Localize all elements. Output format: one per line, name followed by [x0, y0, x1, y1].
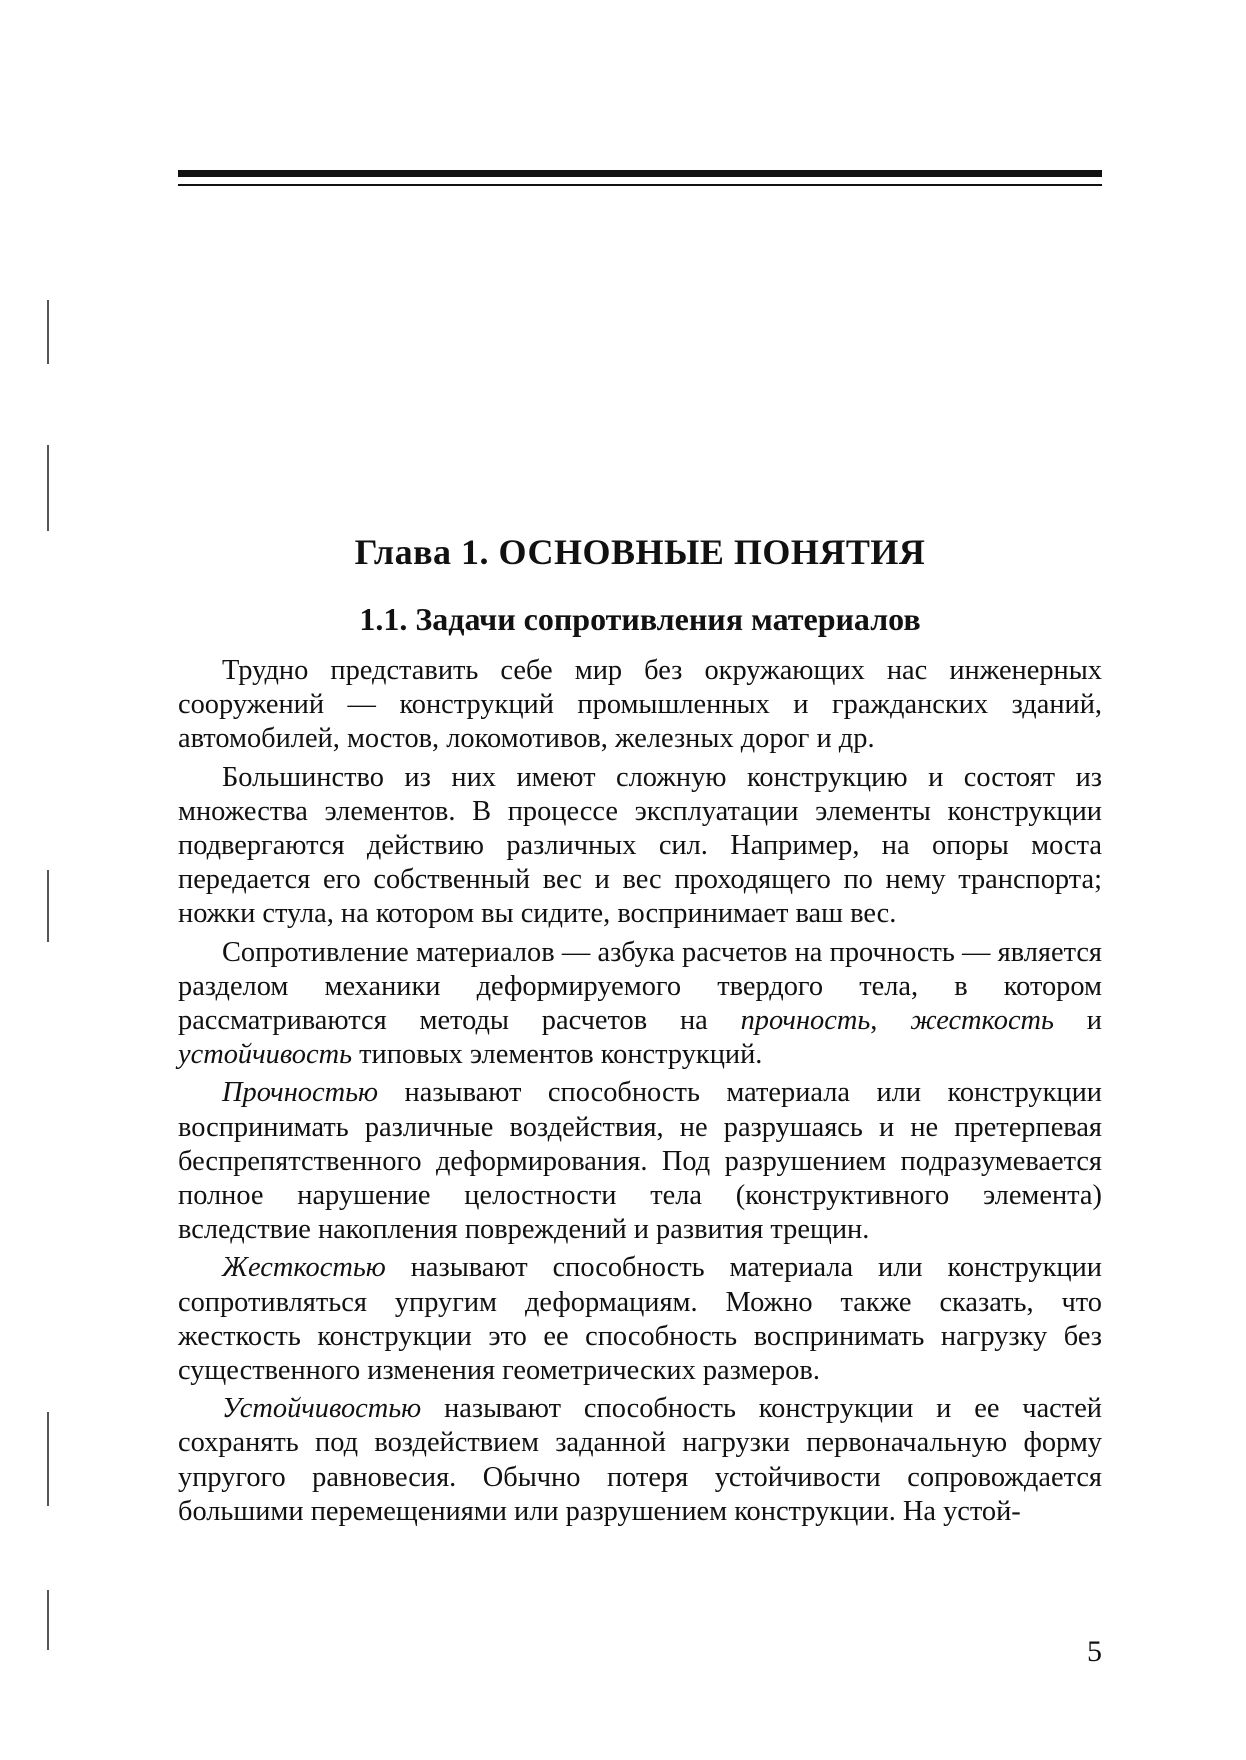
paragraph [178, 1251, 1102, 1388]
term-stability: устойчивость [178, 1039, 353, 1071]
header-rule-thin [178, 184, 1102, 186]
paragraph [178, 1076, 1102, 1247]
term-strength: прочность [740, 1005, 871, 1037]
scan-artifact-mark [47, 870, 49, 942]
paragraph [178, 936, 1102, 1073]
paragraph: Большинство из них имеют сложную конструкцию и состоят из множества элементов. В процессе эксплуатации элементы конструкции подвергаются действию различных сил. Например, на опоры моста передается его собственный вес и вес проходящего по нему транспорта; ножки стула, на котором вы сидите, воспринимает ваш вес. [178, 761, 1102, 930]
paragraph-text: и [1053, 1005, 1102, 1037]
header-rule-thick [178, 170, 1102, 177]
scan-artifact-mark [47, 1590, 49, 1650]
definition-term: Устойчивостью [222, 1393, 422, 1425]
scan-artifact-mark [47, 300, 49, 364]
paragraph-text: , [870, 1005, 911, 1037]
body-text [178, 654, 1102, 1533]
term-stiffness: жесткость [910, 1005, 1054, 1037]
paragraph-text: типовых элементов конструкций. [352, 1039, 763, 1071]
scan-artifact-mark [47, 1412, 49, 1506]
paragraph: Трудно представить себе мир без окружающих нас инженерных сооружений — конструкций промышленных и гражданских зданий, автомобилей, мостов, локомотивов, железных дорог и др. [178, 655, 1102, 755]
definition-text: называют способность материала или конструкции воспринимать различные воздействия, не разрушаясь и не претерпевая беспрепятственного деформирования. Под разрушением подразумевается полное нарушение целостности тела (конструктивного элемента) вследствие накопления повреждений и развития трещин. [178, 1077, 1102, 1246]
definition-text: называют способность материала или конструкции сопротивляться упругим деформациям. Можно также сказать, что жесткость конструкции это ее способность воспринимать нагрузку без существенного изменения геометрических размеров. [178, 1252, 1102, 1387]
chapter-title: Глава 1. ОСНОВНЫЕ ПОНЯТИЯ [354, 532, 926, 572]
paragraph [178, 1392, 1102, 1529]
scan-artifact-mark [47, 445, 49, 531]
definition-term: Жесткостью [222, 1252, 386, 1284]
paragraph-text: Сопротивление материалов — азбука расчетов на прочность — является разделом механики деформируемого твердого тела, в котором рассматриваются методы расчетов на [178, 936, 1102, 1037]
section-title: 1.1. Задачи сопротивления материалов [359, 601, 921, 637]
page-number: 5 [1087, 1635, 1102, 1668]
definition-text: называют способность конструкции и ее частей сохранять под воздействием заданной нагрузки первоначальную форму упругого равновесия. Обычно потеря устойчивости сопровождается большими перемещениями или разрушением конструкции. На устой- [178, 1393, 1102, 1527]
definition-term: Прочностью [222, 1077, 379, 1109]
